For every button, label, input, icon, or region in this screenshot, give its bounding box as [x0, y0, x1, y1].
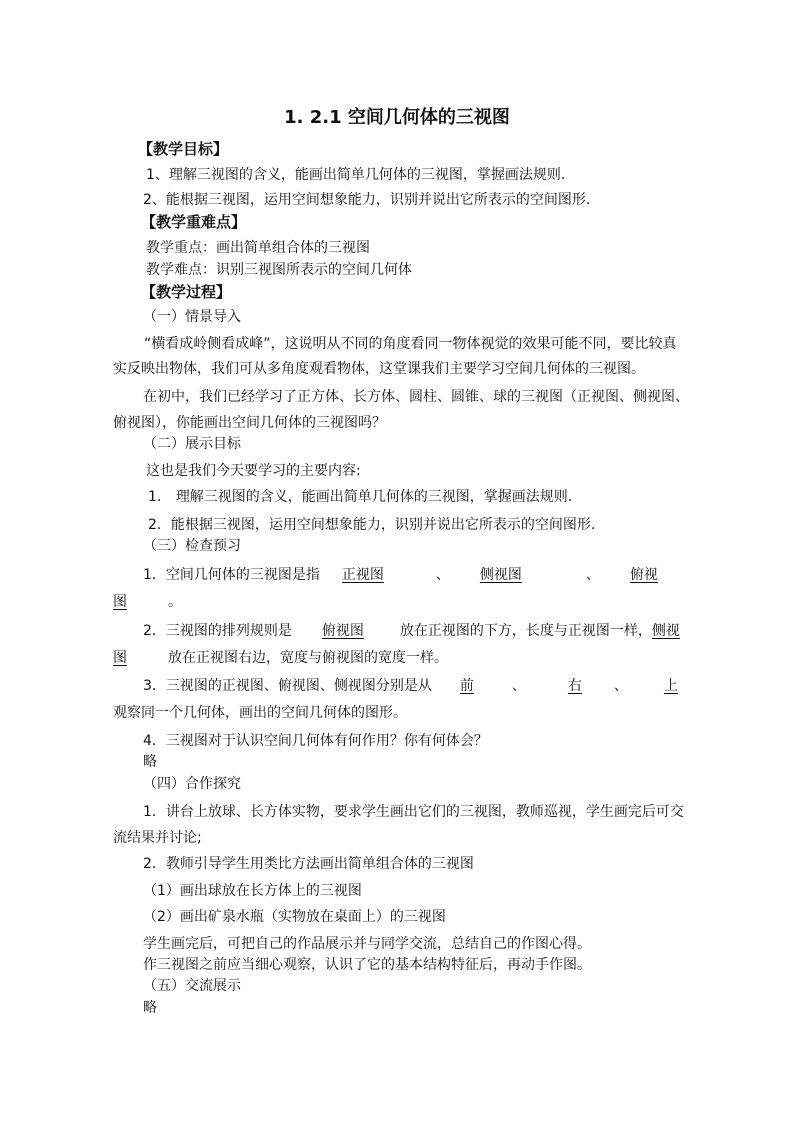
question-text: 1．空间几何体的三视图是指 — [143, 567, 320, 583]
question-3 — [143, 676, 678, 696]
separator: 、 — [585, 567, 600, 583]
goal-item-1 — [148, 487, 572, 507]
section-heading-key-points: 【教学重难点】 — [141, 213, 247, 231]
difficult-point: 教学难点：识别三视图所表示的空间几何体 — [146, 262, 412, 278]
answer-blank: 上 — [663, 678, 678, 694]
answer-blank: 前 — [459, 678, 474, 694]
paragraph-line: 流结果并讨论; — [113, 830, 202, 846]
subheading-preview: （三）检查预习 — [143, 538, 241, 554]
subheading-intro: （一）情景导入 — [143, 309, 241, 325]
objective-item-2: 2、能根据三视图，运用空间想象能力，识别并说出它所表示的空间图形. — [143, 192, 591, 208]
question-text: 放在正视图的下方，长度与正视图一样， — [399, 623, 652, 639]
question-text: 2．三视图的排列规则是 — [143, 623, 292, 639]
subheading-cooperation: （四）合作探究 — [143, 776, 241, 792]
answer-blank: 俯视图 — [321, 623, 364, 639]
goal-item-2: 2．能根据三视图，运用空间想象能力，识别并说出它所表示的空间图形. — [148, 517, 596, 533]
question-text: 3．三视图的正视图、俯视图、侧视图分别是从 — [143, 678, 432, 694]
paragraph-line: 俯视图），你能画出空间几何体的三视图吗？ — [113, 415, 386, 431]
question-3-continued: 观察同一个几何体，画出的空间几何体的图形。 — [113, 705, 407, 721]
question-2 — [143, 621, 680, 641]
separator: 、 — [435, 567, 450, 583]
answer-blank: 侧视图 — [479, 567, 522, 583]
key-point: 教学重点：画出简单组合体的三视图 — [146, 240, 370, 256]
section-heading-process: 【教学过程】 — [141, 283, 232, 301]
paragraph-line: 在初中，我们已经学习了正方体、长方体、圆柱、圆锥、球的三视图（正视图、侧视图、 — [143, 389, 689, 405]
presentation-answer: 略 — [143, 1000, 157, 1016]
paragraph-line: 学生画完后，可把自己的作品展示并与同学交流，总结自己的作图心得。 — [143, 936, 591, 952]
answer-blank: 图 — [113, 594, 127, 610]
answer-blank: 正视图 — [341, 567, 384, 583]
objective-item-1: 1、理解三视图的含义，能画出简单几何体的三视图，掌握画法规则. — [146, 167, 566, 183]
question-text: 放在正视图右边，宽度与俯视图的宽度一样。 — [168, 650, 448, 666]
goals-intro: 这也是我们今天要学习的主要内容: — [146, 463, 361, 479]
sub-item-2: （2）画出矿泉水瓶（实物放在桌面上）的三视图 — [143, 909, 446, 925]
paragraph-line: 实反映出物体，我们可从多角度观看物体，这堂课我们主要学习空间几何体的三视图。 — [113, 361, 645, 377]
subheading-presentation: （五）交流展示 — [143, 978, 241, 994]
goal-item-text: 理解三视图的含义，能画出简单几何体的三视图，掌握画法规则. — [175, 489, 573, 505]
paragraph-line: 作三视图之前应当细心观察，认识了它的基本结构特征后，再动手作图。 — [143, 957, 591, 973]
question-1-continued — [113, 592, 182, 612]
question-4: 4．三视图对于认识空间几何体有何作用？你有何体会？ — [143, 733, 488, 749]
goal-item-number: 1. — [148, 489, 162, 505]
paragraph-line: 2．教师引导学生用类比方法画出简单组合体的三视图 — [143, 856, 474, 872]
page-title: 1. 2.1 空间几何体的三视图 — [284, 107, 510, 128]
question-4-answer: 略 — [143, 754, 157, 770]
answer-blank: 侧视 — [651, 623, 680, 639]
question-1 — [143, 565, 668, 585]
separator: 、 — [613, 678, 628, 694]
question-end: 。 — [168, 594, 182, 610]
sub-item-1: （1）画出球放在长方体上的三视图 — [143, 883, 362, 899]
section-heading-objectives: 【教学目标】 — [138, 140, 229, 158]
answer-blank: 图 — [113, 650, 127, 666]
paragraph-line: 1．讲台上放球、长方体实物，要求学生画出它们的三视图，教师巡视，学生画完后可交 — [143, 804, 684, 820]
paragraph-line: “横看成岭侧看成峰”，这说明从不同的角度看同一物体视觉的效果可能不同，要比较真 — [144, 336, 677, 352]
answer-blank: 右 — [567, 678, 582, 694]
answer-blank: 俯视 — [629, 567, 658, 583]
separator: 、 — [511, 678, 526, 694]
subheading-goals: （二）展示目标 — [143, 436, 241, 452]
question-2-continued — [113, 648, 448, 668]
